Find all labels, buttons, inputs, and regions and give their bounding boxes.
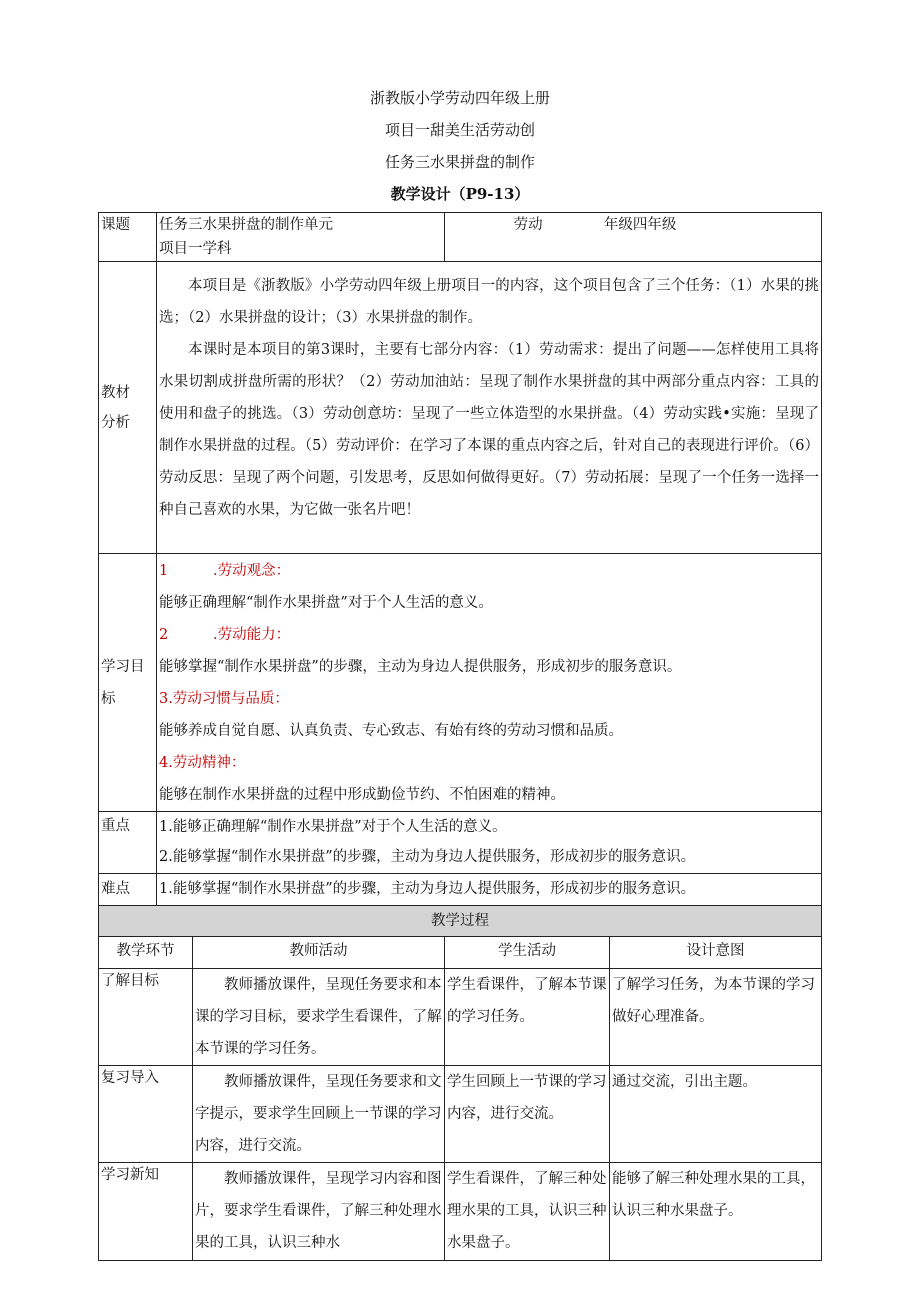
- process-row-3-intent: [610, 1163, 822, 1261]
- goal-2-number: 2: [159, 627, 169, 643]
- process-row: [99, 1163, 822, 1261]
- process-row-1-stage: 了解目标: [99, 969, 193, 1066]
- process-row-2-student-text: 学生回顾上一节课的学习内容，进行交流。: [447, 1074, 607, 1122]
- process-row-3-teacher-text: 教师播放课件，呈现学习内容和图片，要求学生看课件，了解三种处理水果的工具，认识三种水: [195, 1171, 442, 1251]
- key-points-content: [157, 812, 822, 874]
- process-title-row: [99, 906, 822, 937]
- goals-label: [99, 554, 157, 812]
- process-header-stage: 教学环节: [99, 937, 193, 969]
- difficulty-row: [99, 874, 822, 906]
- goals-label-line-2: 标: [101, 690, 116, 707]
- goal-2-title: .劳动能力：: [213, 627, 291, 643]
- difficulty-content: 1.能够掌握“制作水果拼盘”的步骤，主动为身边人提供服务，形成初步的服务意识。: [157, 874, 822, 906]
- goal-2-text: 能够掌握“制作水果拼盘”的步骤，主动为身边人提供服务，形成初步的服务意识。: [159, 659, 682, 675]
- process-row-1-intent-text: 了解学习任务，为本节课的学习做好心理准备。: [612, 977, 815, 1025]
- goal-4-text: 能够在制作水果拼盘的过程中形成勤俭节约、不怕困难的精神。: [159, 787, 565, 803]
- process-row-2-teacher: [193, 1066, 445, 1163]
- process-header-row: [99, 937, 822, 969]
- goal-3-number: 3: [159, 691, 169, 707]
- goal-3-text: 能够养成自觉自愿、认真负责、专心致志、有始有终的劳动习惯和品质。: [159, 723, 623, 739]
- goal-3-title: .劳动习惯与品质：: [168, 691, 289, 707]
- process-row-3-student: [445, 1163, 610, 1261]
- analysis-content: [157, 262, 822, 554]
- process-row-2-stage: 复习导入: [99, 1066, 193, 1163]
- process-title: 教学过程: [99, 906, 822, 937]
- topic-label: 课题: [99, 213, 157, 262]
- goals-row: [99, 554, 822, 812]
- title-line-3: 任务三水果拼盘的制作: [384, 153, 535, 171]
- grade-value: 年级四年级: [603, 217, 677, 233]
- goal-4-number: 4: [159, 755, 169, 771]
- process-row-2-teacher-text: 教师播放课件，呈现任务要求和文字提示，要求学生回顾上一节课的学习内容，进行交流。: [195, 1074, 442, 1154]
- analysis-label-line-1: 教材: [101, 384, 130, 401]
- key-point-1: 1.能够正确理解“制作水果拼盘”对于个人生活的意义。: [159, 819, 507, 835]
- process-row-2-intent-text: 通过交流，引出主题。: [612, 1074, 757, 1090]
- process-header-intent: 设计意图: [610, 937, 822, 969]
- title-line-1: 浙教版小学劳动四年级上册: [369, 89, 550, 107]
- process-row-1-teacher-text: 教师播放课件，呈现任务要求和本课的学习目标，要求学生看课件，了解本节课的学习任务。: [195, 977, 442, 1057]
- goal-1-number: 1: [159, 563, 169, 579]
- process-row-1-student-text: 学生看课件，了解本节课的学习任务。: [447, 977, 607, 1025]
- goal-4-title: .劳动精神：: [168, 755, 246, 771]
- unit-value: 项目一学科: [159, 241, 232, 257]
- process-row: [99, 969, 822, 1066]
- subject-cell: [445, 213, 822, 262]
- goals-content: [157, 554, 822, 812]
- title-line-4: 教学设计（P9-13）: [390, 185, 530, 203]
- key-points-label: 重点: [99, 812, 157, 874]
- process-row-2-student: [445, 1066, 610, 1163]
- analysis-paragraph-1: 本项目是《浙教版》小学劳动四年级上册项目一的内容，这个项目包含了三个任务：（1）水果的挑选；（2）水果拼盘的设计；（3）水果拼盘的制作。: [159, 278, 820, 326]
- subject-value: 劳动: [513, 217, 543, 233]
- analysis-paragraph-2: 本课时是本项目的第3课时，主要有七部分内容：（1）劳动需求：提出了问题——怎样使用工具将水果切割成拼盘所需的形状？（2）劳动加油站：呈现了制作水果拼盘的其中两部分重点内容：工具的使用和盘子的挑选。（3）劳动创意坊：呈现了一些立体造型的水果拼盘。（4）劳动实践•实施：呈现了制作水果拼盘的过程。（5）劳动评价：在学习了本课的重点内容之后，针对自己的表现进行评价。（6）劳动反思：呈现了两个问题，引发思考，反思如何做得更好。（7）劳动拓展：呈现了一个任务一选择一种自己喜欢的水果，为它做一张名片吧！: [159, 342, 820, 518]
- goal-2-heading: [159, 619, 819, 651]
- lesson-plan-table: [98, 212, 822, 1261]
- process-row-1-intent: [610, 969, 822, 1066]
- topic-value: 任务三水果拼盘的制作单元: [159, 217, 333, 233]
- key-point-2: 2.能够掌握“制作水果拼盘”的步骤，主动为身边人提供服务，形成初步的服务意识。: [159, 849, 696, 865]
- document-title-block: [0, 82, 920, 210]
- process-row-2-intent: [610, 1066, 822, 1163]
- process-header-teacher: 教师活动: [193, 937, 445, 969]
- process-row-3-teacher: [193, 1163, 445, 1261]
- topic-cell: [157, 213, 445, 262]
- analysis-label-line-2: 分析: [101, 414, 130, 431]
- goal-1-heading: [159, 555, 819, 587]
- process-row-1-teacher: [193, 969, 445, 1066]
- difficulty-label: 难点: [99, 874, 157, 906]
- process-row-3-stage: 学习新知: [99, 1163, 193, 1261]
- goal-1-text: 能够正确理解“制作水果拼盘”对于个人生活的意义。: [159, 595, 493, 611]
- process-row-1-student: [445, 969, 610, 1066]
- analysis-label: [99, 262, 157, 554]
- title-line-2: 项目一甜美生活劳动创: [384, 121, 535, 139]
- process-header-student: 学生活动: [445, 937, 610, 969]
- goal-3-heading: [159, 683, 819, 715]
- header-row: [99, 213, 822, 262]
- key-points-row: [99, 812, 822, 874]
- process-row: [99, 1066, 822, 1163]
- process-row-3-student-text: 学生看课件，了解三种处理水果的工具，认识三种水果盘子。: [447, 1171, 607, 1251]
- goal-1-title: .劳动观念：: [213, 563, 291, 579]
- goal-4-heading: [159, 747, 819, 779]
- process-row-3-intent-text: 能够了解三种处理水果的工具，认识三种水果盘子。: [612, 1171, 815, 1219]
- analysis-row: [99, 262, 822, 554]
- goals-label-line-1: 学习目: [101, 658, 145, 675]
